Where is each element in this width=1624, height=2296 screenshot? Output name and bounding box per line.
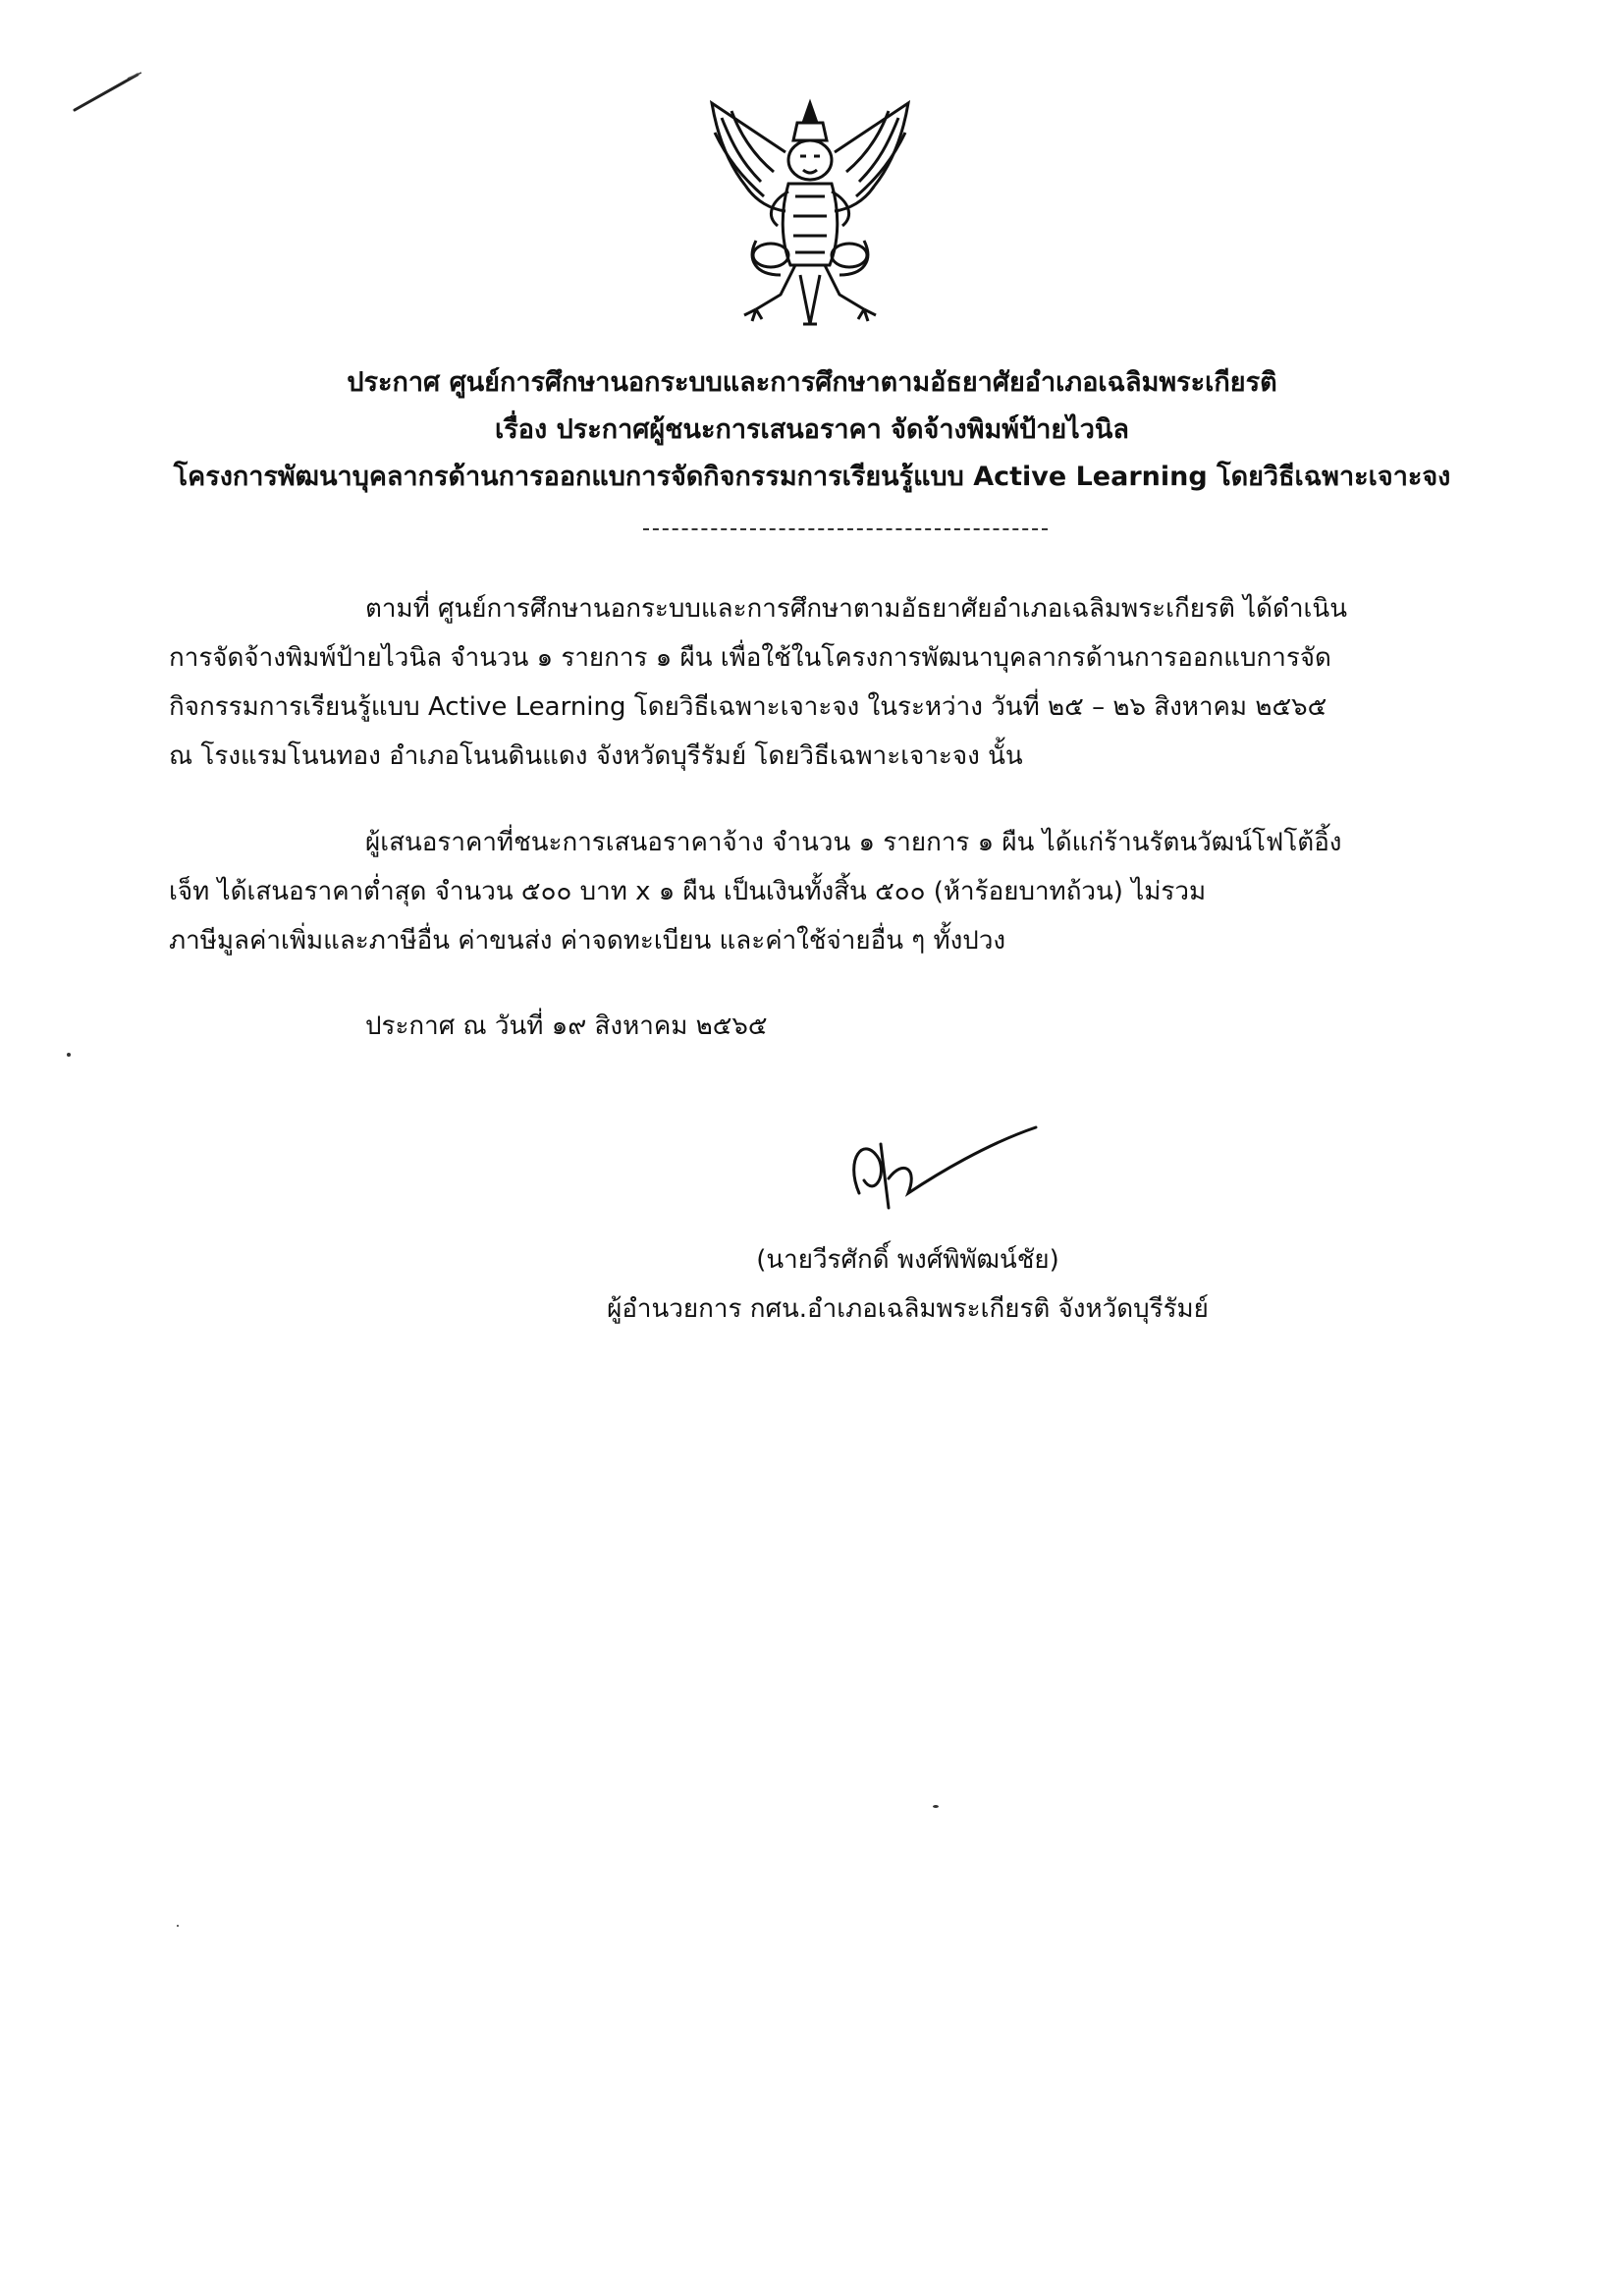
signatory-name: (นายวีรศักดิ์ พงศ์พิพัฒน์ชัย) <box>756 1245 1059 1275</box>
paragraph-1-line-3: กิจกรรมการเรียนรู้แบบ Active Learning โดยวิธีเฉพาะเจาะจง ในระหว่าง วันที่ ๒๕ – ๒๖ สิงหาคม ๒๕๖๕ <box>169 692 1327 722</box>
signature-icon <box>839 1100 1046 1218</box>
paragraph-2-line-2: เจ็ท ได้เสนอราคาต่ำสุด จำนวน ๕๐๐ บาท x ๑ ผืน เป็นเงินทั้งสิ้น ๕๐๐ (ห้าร้อยบาทถ้วน) ไม่รวม <box>169 877 1207 906</box>
header-line-3: โครงการพัฒนาบุคลากรด้านการออกแบการจัดกิจกรรมการเรียนรู้แบบ Active Learning โดยวิธีเฉพาะเจาะจง <box>173 462 1451 492</box>
header-divider <box>643 528 1048 530</box>
paragraph-1-line-4: ณ โรงแรมโนนทอง อำเภอโนนดินแดง จังหวัดบุรีรัมย์ โดยวิธีเฉพาะเจาะจง นั้น <box>169 741 1023 771</box>
scan-speck <box>67 1053 71 1057</box>
paragraph-2-line-3: ภาษีมูลค่าเพิ่มและภาษีอื่น ค่าขนส่ง ค่าจดทะเบียน และค่าใช้จ่ายอื่น ๆ ทั้งปวง <box>169 926 1006 956</box>
scan-speck <box>933 1805 939 1808</box>
paragraph-2-line-1: ผู้เสนอราคาที่ชนะการเสนอราคาจ้าง จำนวน ๑ รายการ ๑ ผืน ได้แก่ร้านรัตนวัฒน์โฟโต้อิ้ง <box>365 828 1342 857</box>
announcement-date: ประกาศ ณ วันที่ ๑๙ สิงหาคม ๒๕๖๕ <box>365 1011 768 1041</box>
scan-speck <box>177 1925 179 1927</box>
paragraph-2 <box>169 818 1499 965</box>
announcement-header <box>0 359 1624 501</box>
paragraph-1 <box>169 584 1499 781</box>
header-line-1: ประกาศ ศูนย์การศึกษานอกระบบและการศึกษาตามอัธยาศัยอำเภอเฉลิมพระเกียรติ <box>347 367 1277 398</box>
pen-stroke-mark <box>69 69 147 118</box>
garuda-emblem-icon <box>687 93 933 339</box>
signatory-title: ผู้อำนวยการ กศน.อำเภอเฉลิมพระเกียรติ จังหวัดบุรีรัมย์ <box>607 1294 1209 1324</box>
paragraph-1-line-2: การจัดจ้างพิมพ์ป้ายไวนิล จำนวน ๑ รายการ ๑ ผืน เพื่อใช้ในโครงการพัฒนาบุคลากรด้านการออกแบการจัด <box>169 643 1331 673</box>
header-line-2: เรื่อง ประกาศผู้ชนะการเสนอราคา จัดจ้างพิมพ์ป้ายไวนิล <box>495 414 1129 445</box>
paragraph-1-line-1: ตามที่ ศูนย์การศึกษานอกระบบและการศึกษาตามอัธยาศัยอำเภอเฉลิมพระเกียรติ ได้ดำเนิน <box>365 594 1347 624</box>
